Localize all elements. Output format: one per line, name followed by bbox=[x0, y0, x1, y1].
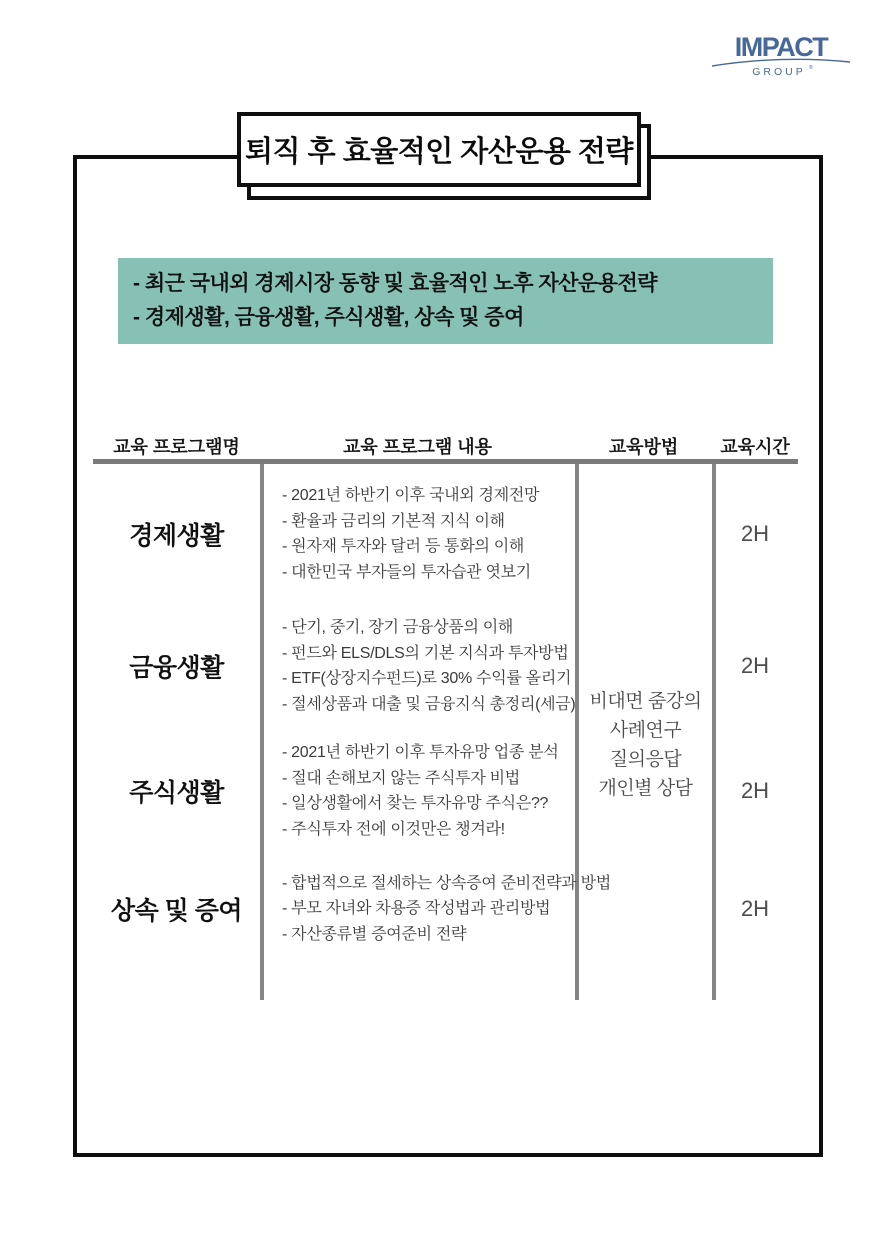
table-header-row bbox=[93, 433, 798, 459]
content-item: - 대한민국 부자들의 투자습관 엿보기 bbox=[282, 563, 531, 581]
content-item: - 절대 손해보지 않는 주식투자 비법 bbox=[282, 769, 520, 787]
header-method: 교육방법 bbox=[608, 437, 679, 457]
method-spacer bbox=[575, 854, 712, 964]
program-name: 주식생활 bbox=[129, 779, 224, 807]
program-content bbox=[260, 464, 575, 604]
logo-brand-text: IMPACT bbox=[734, 32, 828, 62]
program-hours: 2H bbox=[740, 778, 770, 803]
content-item: - 환율과 금리의 기본적 지식 이해 bbox=[282, 512, 505, 530]
content-item: - 합법적으로 절세하는 상속증여 준비전략과 방법 bbox=[282, 874, 611, 892]
header-program-content: 교육 프로그램 내용 bbox=[342, 437, 493, 457]
program-hours: 2H bbox=[740, 653, 770, 678]
header-program-name: 교육 프로그램명 bbox=[113, 437, 240, 457]
content-item: - 절세상품과 대출 및 금융지식 총정리(세금) bbox=[282, 695, 576, 713]
logo-trademark: ® bbox=[809, 65, 813, 71]
content-item: - 부모 자녀와 차용증 작성법과 관리방법 bbox=[282, 900, 551, 918]
title-box bbox=[237, 112, 641, 187]
impact-group-logo bbox=[706, 28, 856, 80]
method-line: 개인별 상담 bbox=[598, 778, 693, 799]
table-row bbox=[93, 464, 798, 604]
method-line: 질의응답 bbox=[609, 749, 682, 770]
summary-line: - 경제생활, 금융생활, 주식생활, 상속 및 증여 bbox=[133, 306, 524, 329]
program-content bbox=[260, 728, 575, 854]
content-item: - 원자재 투자와 달러 등 통화의 이해 bbox=[282, 538, 525, 555]
page-title: 퇴직 후 효율적인 자산운용 전략 bbox=[245, 136, 633, 168]
header-hours: 교육시간 bbox=[720, 437, 790, 457]
program-name: 상속 및 증여 bbox=[110, 897, 243, 925]
method-spacer bbox=[575, 464, 712, 604]
content-item: - 일상생활에서 찾는 투자유망 주식은?? bbox=[282, 795, 549, 812]
program-hours: 2H bbox=[740, 896, 770, 921]
method-line: 사례연구 bbox=[609, 720, 682, 741]
content-item: - 주식투자 전에 이것만은 챙겨라! bbox=[282, 820, 505, 838]
method-line: 비대면 줌강의 bbox=[589, 691, 702, 712]
program-content bbox=[260, 604, 575, 728]
summary-line: - 최근 국내외 경제시장 동향 및 효율적인 노후 자산운용전략 bbox=[133, 272, 658, 295]
logo-sub-text: GROUP bbox=[752, 66, 806, 78]
method-cell bbox=[579, 687, 712, 803]
content-item: - 2021년 하반기 이후 국내외 경제전망 bbox=[282, 487, 540, 504]
summary-highlight bbox=[118, 258, 773, 344]
content-item: - 단기, 중기, 장기 금융상품의 이해 bbox=[282, 619, 514, 636]
content-item: - ETF(상장지수펀드)로 30% 수익률 올리기 bbox=[282, 670, 572, 687]
table-row bbox=[93, 854, 798, 964]
program-name: 금융생활 bbox=[129, 654, 224, 682]
program-hours: 2H bbox=[740, 521, 770, 546]
program-content bbox=[260, 854, 611, 964]
program-name: 경제생활 bbox=[129, 522, 224, 550]
content-item: - 2021년 하반기 이후 투자유망 업종 분석 bbox=[282, 744, 559, 761]
content-item: - 펀드와 ELS/DLS의 기본 지식과 투자방법 bbox=[282, 644, 569, 662]
content-item: - 자산종류별 증여준비 전략 bbox=[282, 925, 467, 943]
